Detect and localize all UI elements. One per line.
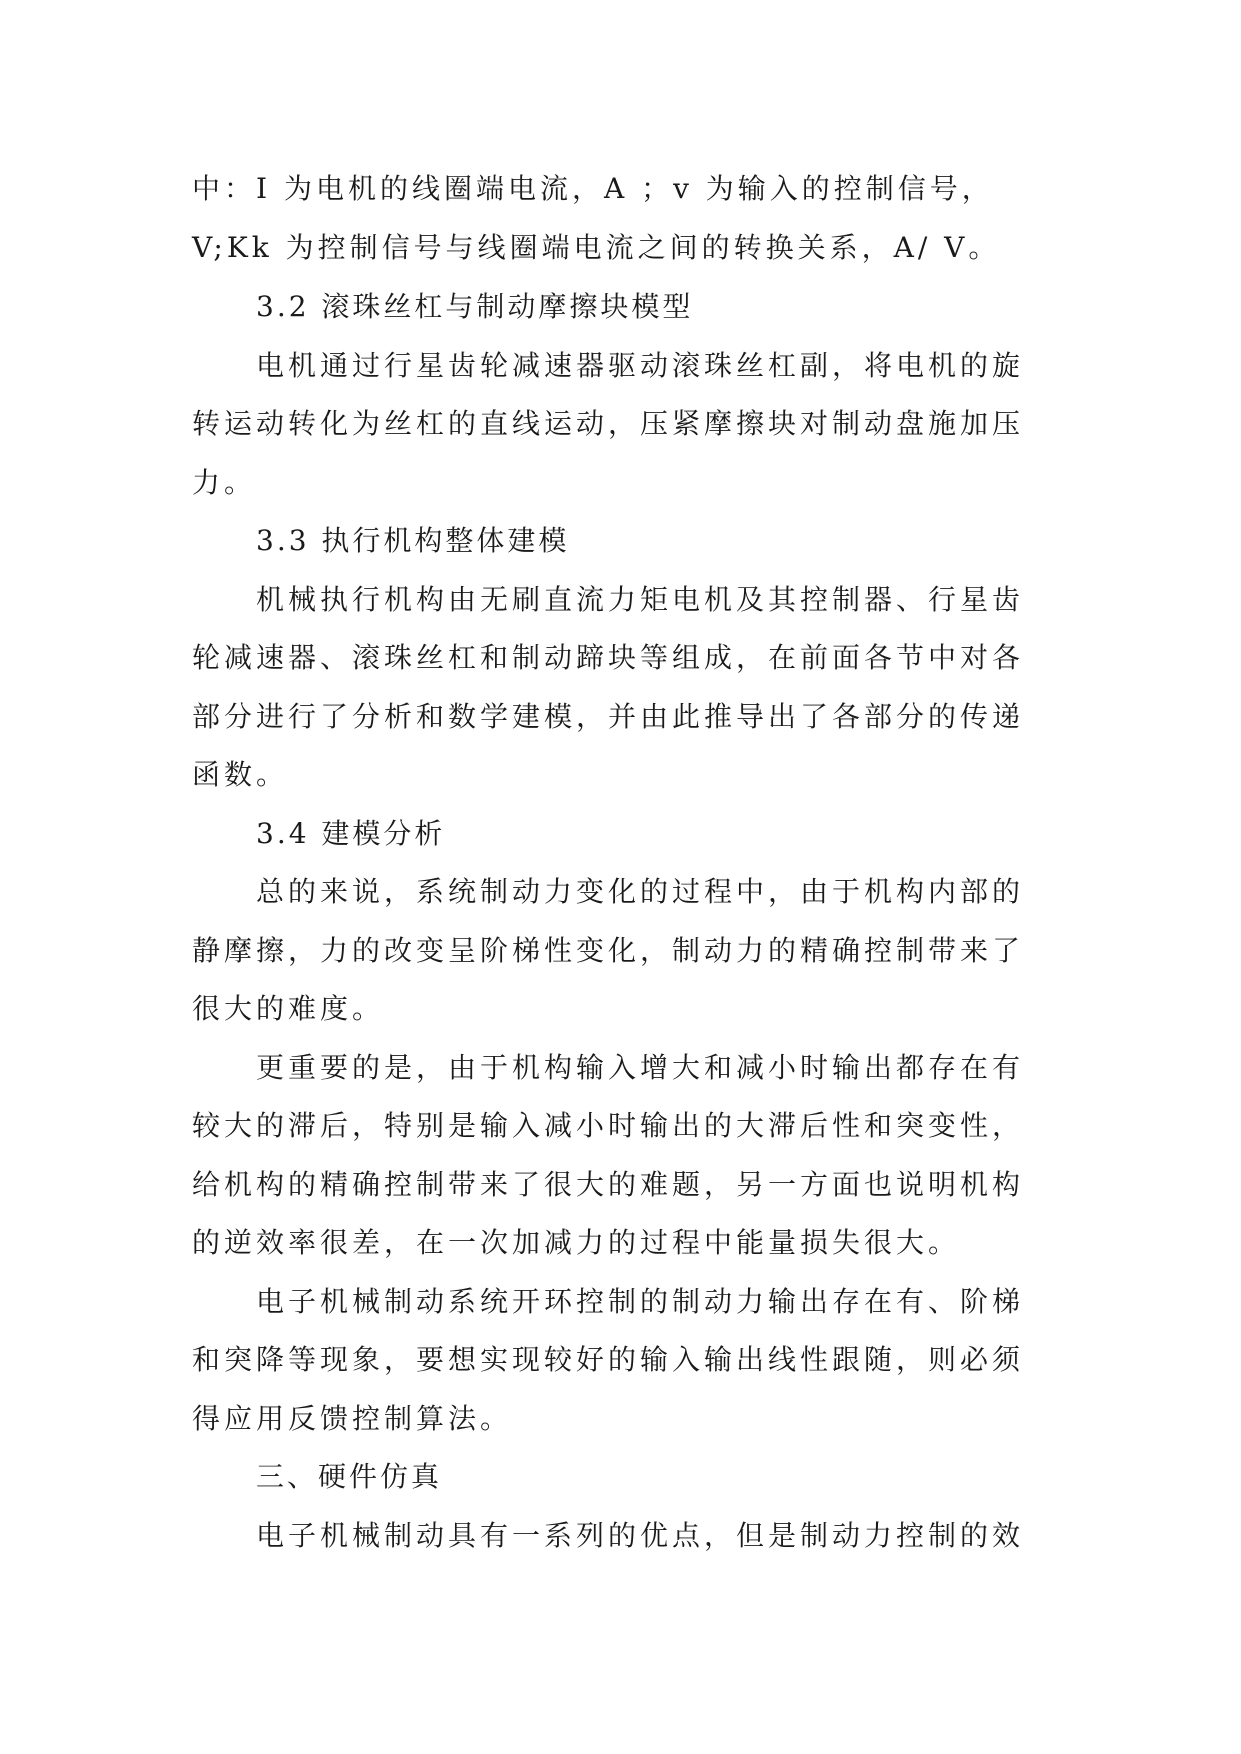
paragraph-line: 的逆效率很差，在一次加减力的过程中能量损失很大。 [192,1226,961,1259]
paragraph-line: 总的来说，系统制动力变化的过程中，由于机构内部的 [256,875,1025,908]
paragraph-line: 很大的难度。 [192,992,385,1025]
paragraph-line: 函数。 [192,758,289,791]
paragraph-line: 电子机械制动具有一系列的优点，但是制动力控制的效 [256,1519,1025,1552]
paragraph-line: 轮减速器、滚珠丝杠和制动蹄块等组成，在前面各节中对各 [192,641,1025,674]
paragraph-line: 和突降等现象，要想实现较好的输入输出线性跟随，则必须 [192,1343,1025,1376]
section-heading-hardware-simulation: 三、硬件仿真 [256,1460,443,1493]
section-heading-3-4: 3.4 建模分析 [256,817,446,850]
paragraph-line: 机械执行机构由无刷直流力矩电机及其控制器、行星齿 [256,583,1025,616]
paragraph-line: 电子机械制动系统开环控制的制动力输出存在有、阶梯 [256,1285,1025,1318]
paragraph-line: 静摩擦，力的改变呈阶梯性变化，制动力的精确控制带来了 [192,934,1025,967]
section-heading-3-3: 3.3 执行机构整体建模 [256,524,570,557]
paragraph-line: 给机构的精确控制带来了很大的难题，另一方面也说明机构 [192,1168,1025,1201]
text-line: 中：I 为电机的线圈端电流，A ；v 为输入的控制信号， [192,172,994,205]
paragraph-line: 得应用反馈控制算法。 [192,1402,513,1435]
section-heading-3-2: 3.2 滚珠丝杠与制动摩擦块模型 [256,290,694,323]
paragraph-line: 较大的滞后，特别是输入减小时输出的大滞后性和突变性， [192,1109,1025,1142]
paragraph-line: 更重要的是，由于机构输入增大和减小时输出都存在有 [256,1051,1025,1084]
paragraph-line: 转运动转化为丝杠的直线运动，压紧摩擦块对制动盘施加压 [192,407,1025,440]
paragraph-line: 电机通过行星齿轮减速器驱动滚珠丝杠副，将电机的旋 [256,349,1025,382]
paragraph-line: 部分进行了分析和数学建模，并由此推导出了各部分的传递 [192,700,1025,733]
text-line: V;Kk 为控制信号与线圈端电流之间的转换关系，A/ V。 [192,231,1001,264]
paragraph-line: 力。 [192,466,257,499]
